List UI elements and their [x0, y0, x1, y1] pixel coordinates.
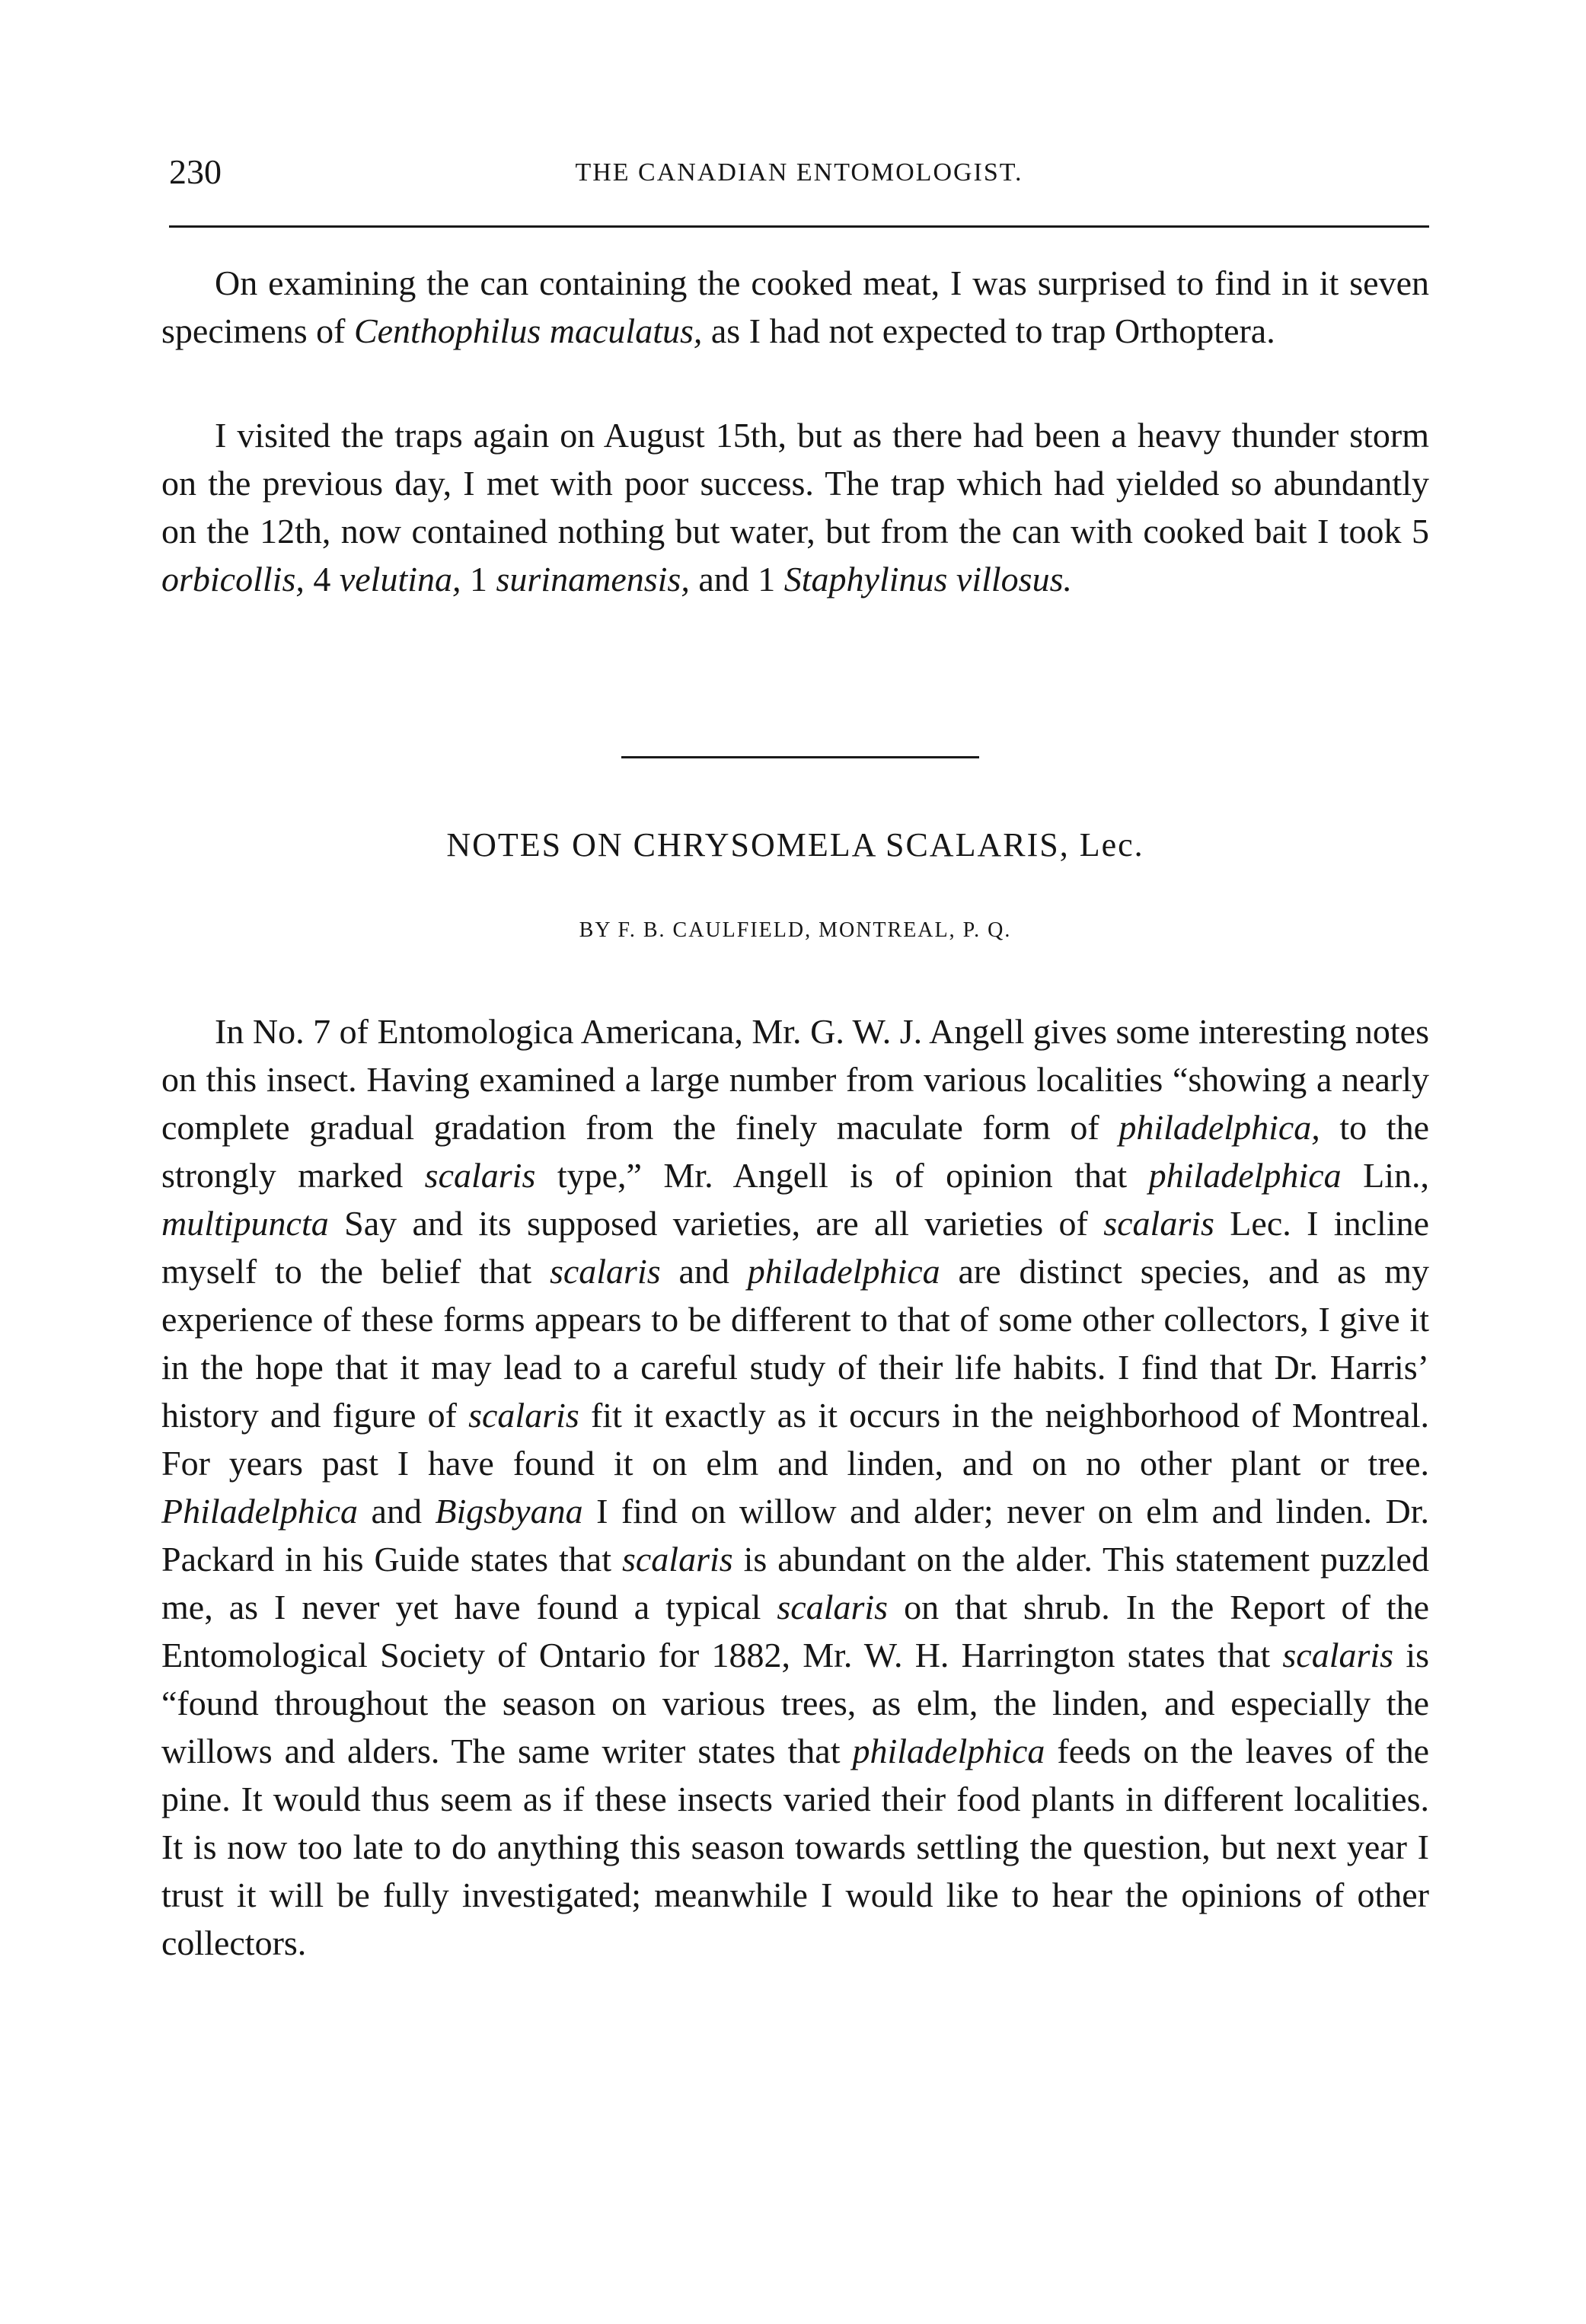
species-name: multipuncta	[161, 1204, 329, 1243]
species-name: Philadelphica	[161, 1492, 359, 1531]
species-name: philadelphica	[747, 1252, 940, 1291]
page-number: 230	[169, 152, 222, 191]
species-name: scalaris	[1103, 1204, 1214, 1243]
header-rule	[169, 225, 1429, 228]
article-byline: BY F. B. CAULFIELD, MONTREAL, P. Q.	[579, 918, 1012, 942]
running-title: THE CANADIAN ENTOMOLOGIST.	[575, 158, 1023, 187]
species-name: velutina,	[339, 560, 461, 599]
species-name: scalaris	[424, 1156, 536, 1195]
species-name: scalaris	[621, 1540, 733, 1579]
species-name: scalaris	[468, 1396, 579, 1435]
article-body: In No. 7 of Entomologica Americana, Mr. G. W. J. Angell gives some interesting notes on this insect. Having examined a large number from various localities “showing a nearly complete gradual gradation from the finely maculate form of philadelphica, to the strongly marked scalaris type,” Mr. Angell is of opinion that philadelphica Lin., multipuncta Say and its supposed varieties, are all varieties of scalaris Lec. I incline myself to the belief that scalaris and philadelphica are distinct species, and as my experience of these forms appears to be different to that of some other collectors, I give it in the hope that it may lead to a careful study of their life habits. I find that Dr. Harris’ history and figure of scalaris fit it exactly as it occurs in the neighborhood of Montreal. For years past I have found it on elm and linden, and on no other plant or tree. Philadelphica and Bigsbyana I find on willow and alder; never on elm and linden. Dr. Packard in his Guide states that scalaris is abundant on the alder. This statement puzzled me, as I never yet have found a typical scalaris on that shrub. In the Report of the Entomological Society of Ontario for 1882, Mr. W. H. Harrington states that scalaris is “found throughout the season on various trees, as elm, the linden, and especially the willows and alders. The same writer states that philadelphica feeds on the leaves of the pine. It would thus seem as if these insects varied their food plants in different localities. It is now too late to do anything this season towards settling the question, but next year I trust it will be fully investigated; meanwhile I would like to hear the opinions of other collectors.	[161, 1012, 1429, 1962]
species-name: philadelphica,	[1118, 1108, 1320, 1147]
paragraph-trap-can: On examining the can containing the cooked meat, I was surprised to find in it seven specimens of Centhophilus maculatus, as I had not expected to trap Orthoptera.	[161, 263, 1429, 350]
species-name: philadelphica	[1148, 1156, 1342, 1195]
section-divider	[621, 756, 979, 758]
paragraph-august-traps: I visited the traps again on August 15th, but as there had been a heavy thunder storm on the previous day, I met with poor success. The trap which had yielded so abundantly on the 12th, now contained nothing but water, but from the can with cooked bait I took 5 orbicollis, 4 velutina, 1 surinamensis, and 1 Staphylinus villosus.	[161, 416, 1429, 599]
species-name: Staphylinus villosus.	[783, 560, 1072, 599]
species-name: scalaris	[549, 1252, 661, 1291]
species-name: Centhophilus maculatus,	[353, 311, 703, 350]
article-title: NOTES ON CHRYSOMELA SCALARIS, Lec.	[446, 826, 1144, 864]
species-name: philadelphica	[852, 1732, 1045, 1770]
species-name: surinamensis,	[496, 560, 690, 599]
species-name: scalaris	[1282, 1636, 1394, 1674]
species-name: scalaris	[777, 1588, 889, 1626]
species-name: Bigsbyana	[435, 1492, 583, 1531]
page-header	[169, 149, 1429, 195]
species-name: orbicollis,	[161, 560, 305, 599]
